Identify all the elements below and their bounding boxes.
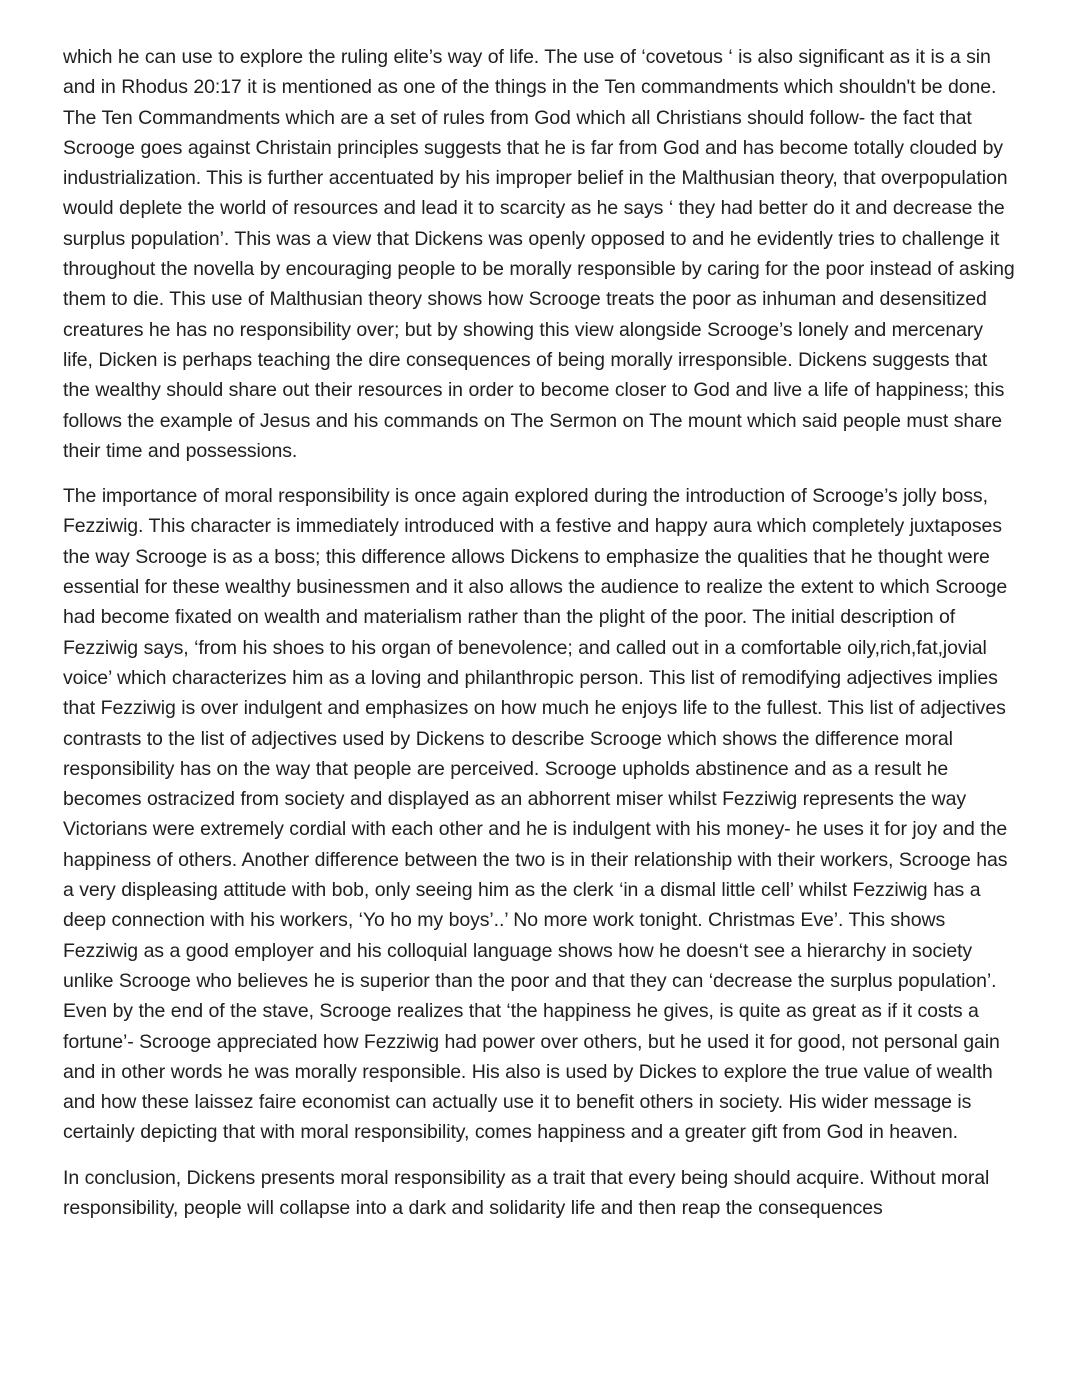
essay-paragraph-2: The importance of moral responsibility is once again explored during the introduction of Scrooge’s jolly boss, Fezziwig. This character is immediately introduced with a festive and happy aura which completely juxtaposes the way Scrooge is as a boss; this difference allows Dickens to emphasize the qualities that he thought were essential for these wealthy businessmen and it also allows the audience to realize the extent to which Scrooge had become fixated on wealth and materialism rather than the plight of the poor. The initial description of Fezziwig says, ‘from his shoes to his organ of benevolence; and called out in a comfortable oily,rich,fat,jovial voice’ which characterizes him as a loving and philanthropic person. This list of remodifying adjectives implies that Fezziwig is over indulgent and emphasizes on how much he enjoys life to the fullest. This list of adjectives contrasts to the list of adjectives used by Dickens to describe Scrooge which shows the difference moral responsibility has on the way that people are perceived. Scrooge upholds abstinence and as a result he becomes ostracized from society and displayed as an abhorrent miser whilst Fezziwig represents the way Victorians were extremely cordial with each other and he is indulgent with his money- he uses it for joy and the happiness of others. Another difference between the two is in their relationship with their workers, Scrooge has a very displeasing attitude with bob, only seeing him as the clerk ‘in a dismal little cell’ whilst Fezziwig has a deep connection with his workers, ‘Yo ho my boys’..’ No more work tonight. Christmas Eve’. This shows Fezziwig as a good employer and his colloquial language shows how he doesn‘t see a hierarchy in society unlike Scrooge who believes he is superior than the poor and that they can ‘decrease the surplus population’. Even by the end of the stave, Scrooge realizes that ‘the happiness he gives, is quite as great as if it costs a fortune’- Scrooge appreciated how Fezziwig had power over others, but he used it for good, not personal gain and in other words he was morally responsible. His also is used by Dickes to explore the true value of wealth and how these laissez faire economist can actually use it to benefit others in society. His wider message is certainly depicting that with moral responsibility, comes happiness and a greater gift from God in heaven. xyxy=(63,485,1008,1144)
essay-paragraph-3: In conclusion, Dickens presents moral responsibility as a trait that every being should acquire. Without moral responsibility, people will collapse into a dark and solidarity life and then reap the consequences xyxy=(63,1166,990,1219)
essay-paragraph-1: which he can use to explore the ruling elite’s way of life. The use of ‘covetous ‘ is also significant as it is a sin and in Rhodus 20:17 it is mentioned as one of the things in the Ten commandments which shouldn't be done. The Ten Commandments which are a set of rules from God which all Christians should follow- the fact that Scrooge goes against Christain principles suggests that he is far from God and has become totally clouded by industrialization. This is further accentuated by his improper belief in the Malthusian theory, that overpopulation would deplete the world of resources and lead it to scarcity as he says ‘ they had better do it and decrease the surplus population’. This was a view that Dickens was openly opposed to and he evidently tries to challenge it throughout the novella by encouraging people to be morally responsible by caring for the poor instead of asking them to die. This use of Malthusian theory shows how Scrooge treats the poor as inhuman and desensitized creatures he has no responsibility over; but by showing this view alongside Scrooge’s lonely and mercenary life, Dicken is perhaps teaching the dire consequences of being morally irresponsible. Dickens suggests that the wealthy should share out their resources in order to become closer to God and live a life of happiness; this follows the example of Jesus and his commands on The Sermon on The mount which said people must share their time and possessions. xyxy=(63,46,1015,462)
